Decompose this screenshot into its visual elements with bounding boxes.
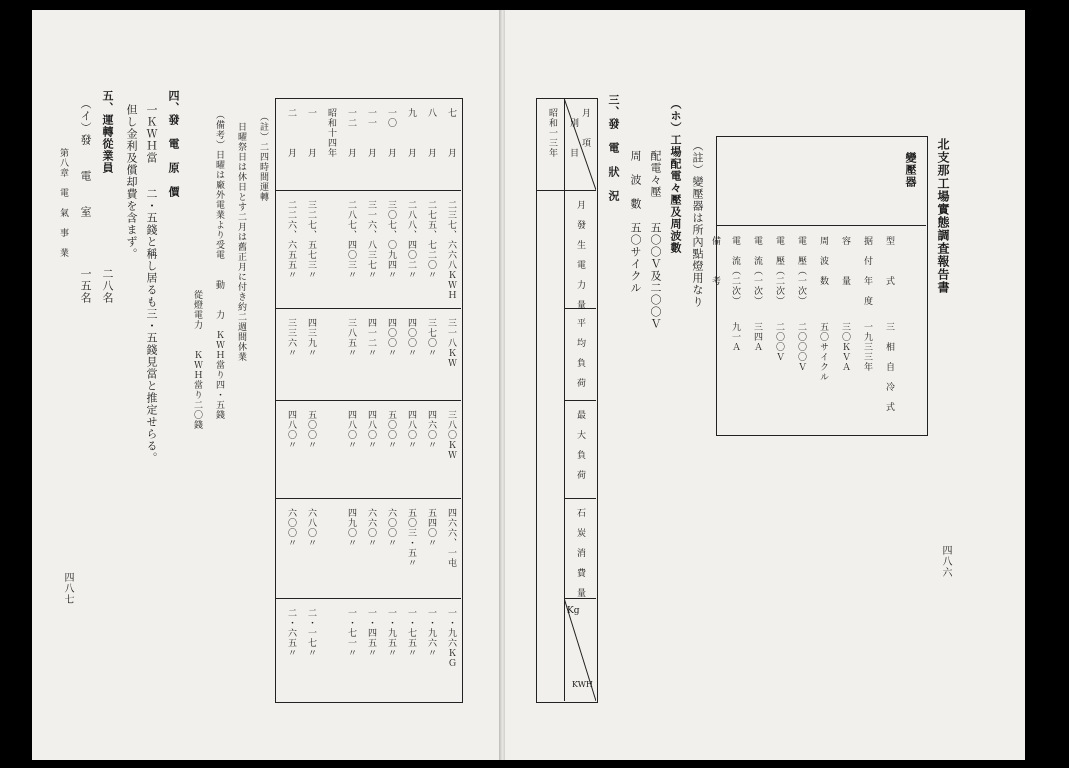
table-cell-avg: 四〇〇〃 [406,318,416,358]
transformer-field-value: 三四Ａ [752,322,762,352]
header-unit-kg: Kg [567,606,580,616]
table-cell-rate: 一・七五〃 [406,608,416,658]
table-cell-kwh: 三一六、八三七〃 [366,200,376,280]
table-cell-rate: 一・九六ＫＧ [446,608,456,668]
transformer-field-label: 据 付 年 度 [862,236,872,306]
transformer-field-label: 電 壓（一次） [796,236,806,306]
table-cell-kwh: 二三七、六六八ＫＷＨ [446,200,456,300]
table-cell-kwh: 二八八、四〇二〃 [406,200,416,280]
table-cell-coal: 六八〇〃 [306,508,316,548]
table-cell-rate: 二・六五〃 [286,608,296,658]
staff-total: 二八名 [101,268,114,304]
transformer-remarks-label: 備 考 [710,236,720,286]
table-cell-max: 四六〇〃 [426,410,436,450]
table-cell-rate: 一・九六〃 [426,608,436,658]
transformer-field-value: 三 相 自 冷 式 [884,322,894,412]
transformer-table [716,136,928,436]
table-cell-max: 四八〇〃 [286,410,296,450]
body-row-line [275,400,461,401]
transformer-field-label: 型 式 [884,236,894,286]
transformer-name: 變壓器 [904,152,917,188]
header-coal: 石 炭 消 費 量 [575,508,585,598]
table-cell-month: 九 月 [406,108,416,158]
cost-line-1: 一ＫＷＨ當 二・五錢と稱し居るも三・五錢見當と推定せらる。 [145,104,158,464]
table-cell-kwh: 二二六、六五五〃 [286,200,296,280]
section-3-heading: 三、發 電 狀 況 [607,94,620,202]
note-remarks: （備考）日曜は廠外電業より受電 動 力 ＫＷＨ當り四・五錢 [214,110,224,420]
frequency-label: 周 波 數 [629,150,642,210]
table-cell-month: 一〇 月 [386,108,396,158]
frequency-value: 五〇サイクル [629,222,642,294]
voltage-value: 五〇〇Ｖ及二〇〇Ｖ [649,222,662,330]
table-cell-rate: 一・九五〃 [386,608,396,658]
table-cell-coal: 五四〇〃 [426,508,436,548]
transformer-field-value: 五〇サイクル [818,322,828,382]
table-cell-avg: 四三九〃 [306,318,316,358]
note-holiday: 日曜祭日は休日とす二月は舊正月に付き約二週間休業 [236,122,246,362]
transformer-field-label: 容 量 [840,236,850,286]
staff-room-a: （イ）發 電 室 [79,98,92,218]
body-row-line [275,598,461,599]
table-cell-max: 四八〇〃 [346,410,356,450]
table-cell-coal: 四六六、一屯 [446,508,456,568]
header-row-line [536,190,596,191]
header-month-item-b: 別 目 [568,118,578,158]
table-cell-rate: 一・七一〃 [346,608,356,658]
transformer-note: （註）變壓器は所內點燈用なり [691,140,704,308]
section-5-heading: 五、運轉從業員 [101,90,114,174]
note-24h: （註）二四時間運轉 [258,112,268,202]
page-number-left: 四八七 [62,572,73,605]
header-kwh: 月 發 生 電 力 量 [575,200,585,310]
table-cell-month: 昭和十四年 [326,108,336,158]
table-cell-month: 一二 月 [346,108,356,158]
header-row-line [564,400,596,401]
body-row-line [275,498,461,499]
staff-room-a-count: 一五名 [79,268,92,304]
table-cell-month: 七 月 [446,108,456,158]
table-cell-month: 一 月 [306,108,316,158]
transformer-field-value: 二〇〇Ｖ [774,322,784,362]
transformer-table-divider [716,225,926,226]
voltage-label: 配電々壓 [649,150,662,198]
body-row-line [275,308,461,309]
note-lighting-rate: 從燈電力 ＫＷＨ當り二〇錢 [192,290,202,430]
transformer-field-value: 一九三三年 [862,322,872,372]
chapter-header: 第八章 電 氣 事 業 [58,148,68,258]
table-cell-kwh: 二七五、七二〇〃 [426,200,436,280]
table-cell-kwh: 三〇七、〇九四〃 [386,200,396,280]
section-4-heading: 四、發 電 原 價 [167,90,180,198]
header-year-row: 昭和一三年 [547,108,557,158]
transformer-field-label: 電 流（二次） [730,236,740,306]
report-title: 北支那工場實態調査報告書 [936,138,950,294]
header-max-load: 最 大 負 荷 [575,410,585,480]
table-cell-max: 四八〇〃 [406,410,416,450]
table-cell-avg: 四一二〃 [366,318,376,358]
table-cell-max: 五〇〇〃 [306,410,316,450]
table-cell-avg: 三八五〃 [346,318,356,358]
transformer-field-value: 二〇〇〇Ｖ [796,322,806,372]
page-number-right: 四八六 [940,545,951,578]
body-row-line [275,190,461,191]
transformer-field-value: 九一Ａ [730,322,740,352]
cost-line-2: 但し金利及償却費を含まず。 [125,104,138,260]
transformer-field-value: 三〇ＫＶＡ [840,322,850,372]
transformer-field-label: 電 壓（二次） [774,236,784,306]
transformer-field-label: 電 流（一次） [752,236,762,306]
table-cell-coal: 六〇〇〃 [286,508,296,548]
header-unit-kwh: KWH [572,680,593,689]
table-cell-coal: 六〇〇〃 [386,508,396,548]
header-avg-load: 平 均 負 荷 [575,318,585,388]
table-cell-coal: 五〇三・五〃 [406,508,416,568]
table-cell-max: 五〇〇〃 [386,410,396,450]
table-cell-avg: 三七〇〃 [426,318,436,358]
table-cell-month: 一一 月 [366,108,376,158]
table-cell-kwh: 二八七、四〇三〃 [346,200,356,280]
table-cell-month: 八 月 [426,108,436,158]
table-cell-max: 三八〇ＫＷ [446,410,456,460]
transformer-field-label: 周 波 数 [818,236,828,286]
header-row-line [564,498,596,499]
table-cell-rate: 二・一七〃 [306,608,316,658]
table-cell-avg: 三三六〃 [286,318,296,358]
table-cell-avg: 四〇〇〃 [386,318,396,358]
table-cell-coal: 六六〇〃 [366,508,376,548]
table-cell-max: 四八〇〃 [366,410,376,450]
table-cell-kwh: 三二七、五七三〃 [306,200,316,280]
header-month-item-a: 月 項 [580,108,590,148]
table-cell-month: 二 月 [286,108,296,158]
table-cell-avg: 三一八ＫＷ [446,318,456,368]
table-cell-rate: 一・四五〃 [366,608,376,658]
section-ho-heading: （ホ）工場配電々壓及周波數 [669,98,682,254]
table-cell-coal: 四九〇〃 [346,508,356,548]
